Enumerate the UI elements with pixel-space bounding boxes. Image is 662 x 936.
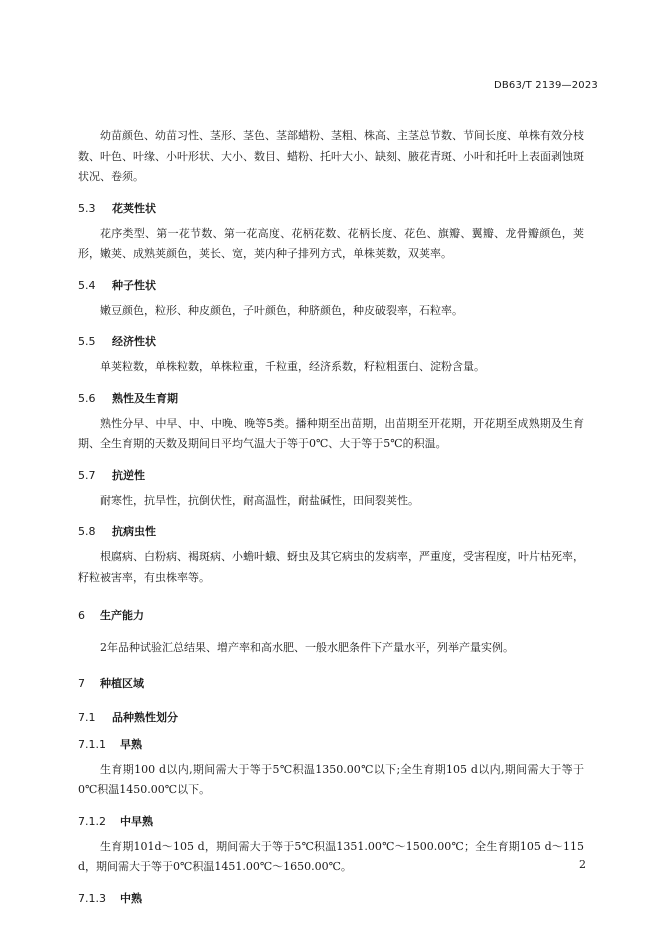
heading-7-1 xyxy=(78,708,584,728)
paragraph-seedling-traits: 幼苗颜色、幼苗习性、茎形、茎色、茎部蜡粉、茎粗、株高、主茎总节数、节间长度、单株有效分枝数、叶色、叶缘、小叶形状、大小、数目、蜡粉、托叶大小、缺刻、腋花青斑、小叶和托叶上表面剥蚀斑状况、卷须。 xyxy=(78,129,584,183)
heading-title: 抗病虫性 xyxy=(112,525,156,538)
heading-number: 7.1.2 xyxy=(78,814,106,828)
heading-title: 种植区域 xyxy=(100,676,144,690)
heading-title: 花荚性状 xyxy=(112,201,156,215)
paragraph-stress-resistance: 耐寒性，抗旱性，抗倒伏性，耐高温性，耐盐碱性，田间裂荚性。 xyxy=(100,493,419,507)
heading-5-8 xyxy=(78,522,584,542)
heading-title: 中熟 xyxy=(120,891,142,905)
heading-title: 熟性及生育期 xyxy=(112,391,178,405)
heading-number: 7.1 xyxy=(78,710,96,724)
standard-code: DB63/T 2139—2023 xyxy=(493,80,598,91)
heading-5-7 xyxy=(78,466,584,486)
heading-5-3 xyxy=(78,199,584,219)
paragraph-economic-traits: 单荚粒数，单株粒数，单株粒重，千粒重，经济系数，籽粒粗蛋白、淀粉含量。 xyxy=(100,360,485,373)
heading-number: 5.4 xyxy=(78,278,96,292)
heading-title: 早熟 xyxy=(120,737,142,751)
heading-7-1-1 xyxy=(78,735,584,755)
heading-7-1-2 xyxy=(78,812,584,832)
heading-5-5 xyxy=(78,332,584,352)
heading-number: 5.6 xyxy=(78,391,96,405)
heading-number: 5.8 xyxy=(78,525,96,538)
paragraph-production: 2年品种试验汇总结果、增产率和高水肥、一般水肥条件下产量水平，列举产量实例。 xyxy=(100,641,514,654)
page-content xyxy=(78,126,584,909)
paragraph-maturity: 熟性分早、中早、中、中晚、晚等5类。播种期至出苗期，出苗期至开花期，开花期至成熟期及生育期、全生育期的天数及期间日平均气温大于等于0℃、大于等于5℃的积温。 xyxy=(78,416,584,450)
heading-5-6 xyxy=(78,389,584,409)
heading-6 xyxy=(78,606,584,626)
heading-number: 7 xyxy=(78,676,85,690)
paragraph-early-maturity: 生育期100 d以内,期间需大于等于5℃积温1350.00℃以下;全生育期105 d以内,期间需大于等于0℃积温1450.00℃以下。 xyxy=(78,762,584,796)
paragraph-mid-early-maturity: 生育期101d～105 d，期间需大于等于5℃积温1351.00℃～1500.00℃；全生育期105 d～115 d，期间需大于等于0℃积温1451.00℃～1650.00℃。 xyxy=(78,839,584,873)
paragraph-flower-pod-traits: 花序类型、第一花节数、第一花高度、花柄花数、花柄长度、花色、旗瓣、翼瓣、龙骨瓣颜色，荚形，嫩荚、成熟荚颜色，荚长、宽，荚内种子排列方式，单株荚数，双荚率。 xyxy=(78,226,584,260)
heading-title: 中早熟 xyxy=(120,814,153,828)
heading-title: 抗逆性 xyxy=(112,468,145,482)
heading-5-4 xyxy=(78,276,584,296)
heading-number: 5.7 xyxy=(78,468,96,482)
heading-title: 品种熟性划分 xyxy=(112,710,178,724)
heading-number: 7.1.3 xyxy=(78,891,106,905)
heading-number: 5.3 xyxy=(78,201,96,215)
page-number: 2 xyxy=(579,858,586,871)
paragraph-seed-traits: 嫩豆颜色，粒形、种皮颜色，子叶颜色，种脐颜色，种皮破裂率，石粒率。 xyxy=(100,303,463,317)
heading-7-1-3 xyxy=(78,889,584,909)
heading-number: 5.5 xyxy=(78,335,96,348)
heading-title: 生产能力 xyxy=(100,609,144,622)
paragraph-pest-resistance: 根腐病、白粉病、褐斑病、小蟾叶蛾、蚜虫及其它病虫的发病率，严重度，受害程度，叶片枯死率，籽粒被害率，有虫株率等。 xyxy=(78,550,584,584)
heading-number: 6 xyxy=(78,609,85,622)
heading-title: 种子性状 xyxy=(112,278,156,292)
heading-7 xyxy=(78,674,584,694)
heading-title: 经济性状 xyxy=(112,335,156,348)
heading-number: 7.1.1 xyxy=(78,737,106,751)
